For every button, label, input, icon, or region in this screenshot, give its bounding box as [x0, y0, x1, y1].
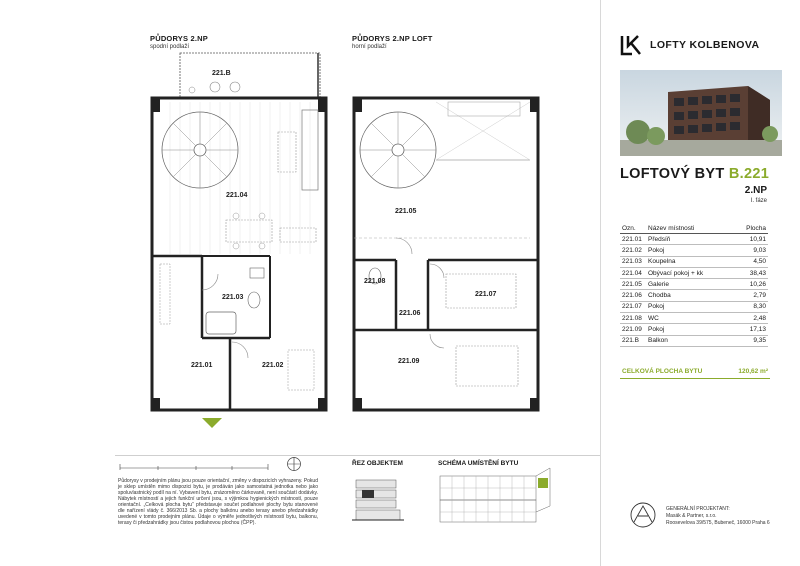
sidebar-divider: [600, 0, 601, 566]
lk-logo-icon: [620, 34, 642, 56]
room-label-221b: 221.B: [212, 70, 231, 77]
table-row: [620, 335, 768, 346]
flat-floor: 2.NP: [744, 185, 767, 196]
right-floor-plan: [348, 88, 548, 418]
row-id: 221.03: [620, 256, 646, 267]
flat-title-code: B.221: [728, 166, 770, 182]
brand-logo: [620, 34, 790, 56]
room-label-221-06: 221.06: [399, 310, 421, 317]
area-table-header: [620, 224, 768, 234]
room-label-221-09: 221.09: [398, 358, 420, 365]
designer-label: GENERÁLNÍ PROJEKTANT:: [666, 506, 730, 512]
row-id: 221.08: [620, 313, 646, 324]
room-label-221-04: 221.04: [226, 192, 248, 199]
row-name: Galerie: [646, 279, 733, 290]
row-name: Pokoj: [646, 324, 733, 335]
table-row: [620, 245, 768, 256]
left-plan-subtitle: spodní podlaží: [150, 44, 190, 50]
total-area-value: 120,62 m²: [738, 368, 768, 375]
right-plan-title: PŮDORYS 2.NP LOFT: [352, 34, 433, 43]
header-name: Název místnosti: [646, 224, 733, 234]
room-label-221-01: 221.01: [191, 362, 213, 369]
row-id: 221.07: [620, 301, 646, 312]
row-area: 10,91: [733, 234, 768, 245]
designer-logo-icon: [628, 500, 658, 530]
right-plan-subtitle: horní podlaží: [352, 44, 387, 50]
row-name: Předsíň: [646, 234, 733, 245]
building-photo: [620, 70, 782, 156]
room-label-221-07: 221.07: [475, 291, 497, 298]
table-row: [620, 301, 768, 312]
flat-title-prefix: LOFTOVÝ BYT: [620, 166, 725, 182]
section-drawing: [352, 474, 404, 524]
row-id: 221.04: [620, 267, 646, 278]
section-title: ŘEZ OBJEKTEM: [352, 460, 403, 467]
table-row: [620, 313, 768, 324]
location-scheme: [436, 466, 554, 528]
designer-address: Roosevelova 39/575, Bubeneč, 16000 Praha 6: [666, 520, 770, 526]
row-id: 221.B: [620, 335, 646, 346]
row-id: 221.01: [620, 234, 646, 245]
row-area: 10,26: [733, 279, 768, 290]
row-name: Chodba: [646, 290, 733, 301]
row-area: 9,03: [733, 245, 768, 256]
left-plan-title: PŮDORYS 2.NP: [150, 34, 208, 43]
area-table-wrapper: [620, 224, 768, 347]
designer-company: Masák & Partner, s.r.o.: [666, 513, 717, 519]
room-label-221-05: 221.05: [395, 208, 417, 215]
row-name: Obývací pokoj + kk: [646, 267, 733, 278]
row-name: Koupelna: [646, 256, 733, 267]
flat-title: [620, 166, 769, 182]
table-row: [620, 256, 768, 267]
location-title: SCHÉMA UMÍSTĚNÍ BYTU: [438, 460, 519, 467]
row-area: 4,50: [733, 256, 768, 267]
flat-phase: I. fáze: [750, 198, 767, 204]
row-area: 17,13: [733, 324, 768, 335]
table-row: [620, 234, 768, 245]
area-table: [620, 224, 768, 347]
north-arrow-icon: [286, 456, 302, 472]
table-row: [620, 290, 768, 301]
disclaimer-notes: Půdorysy v prodejním plánu jsou pouze orientační, změny v dispozicích vyhrazeny. Pokud je sklep umístěn mimo dispozici bytu, je prodáván jako samostatná jednotka nebo jako spoluvlastnický podíl na ní. Vybavení bytu, znázorněno čárkovaně, není součástí dodávky. Nábytek místností a jejich funkční určení jsou, s výjimkou hygienických místností, pouze orientační. „Celková plocha bytu“ představuje součet podlahové plochy bytu stanovené dle nařízení vlády č. 366/2013 Sb. a plochy balkónu anebo terasy anebo předzahrádky uvedené v tomto prodejním plánu. Údaje o výměře jednotlivých místností bytu, balkonu, terasy či předzahrádky jsou čistou podlahovou plochou (ČPP).: [118, 478, 318, 526]
row-area: 2,79: [733, 290, 768, 301]
brand-name: LOFTY KOLBENOVA: [650, 39, 760, 51]
table-row: [620, 279, 768, 290]
room-label-221-03: 221.03: [222, 294, 244, 301]
row-name: Pokoj: [646, 301, 733, 312]
total-underline: [620, 378, 770, 379]
row-name: Pokoj: [646, 245, 733, 256]
row-name: Balkon: [646, 335, 733, 346]
total-area-label: CELKOVÁ PLOCHA BYTU: [622, 368, 703, 375]
row-name: WC: [646, 313, 733, 324]
row-area: 8,30: [733, 301, 768, 312]
left-floor-plan: [140, 50, 340, 430]
table-row: [620, 324, 768, 335]
table-row: [620, 267, 768, 278]
row-id: 221.06: [620, 290, 646, 301]
header-area: Plocha: [733, 224, 768, 234]
row-id: 221.05: [620, 279, 646, 290]
bottom-separator: [115, 455, 600, 456]
room-label-221-08: 221.08: [364, 278, 386, 285]
row-id: 221.09: [620, 324, 646, 335]
header-id: Ozn.: [620, 224, 646, 234]
room-label-221-02: 221.02: [262, 362, 284, 369]
row-area: 9,35: [733, 335, 768, 346]
scale-bar: [118, 462, 278, 472]
row-area: 38,43: [733, 267, 768, 278]
row-area: 2,48: [733, 313, 768, 324]
row-id: 221.02: [620, 245, 646, 256]
